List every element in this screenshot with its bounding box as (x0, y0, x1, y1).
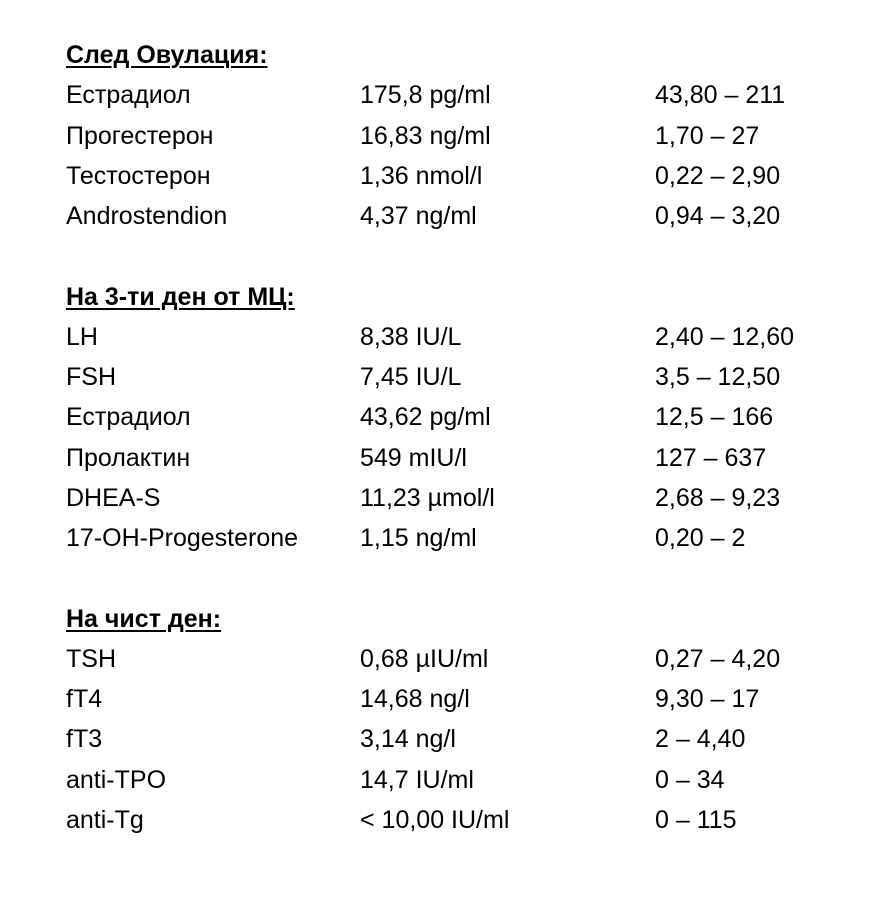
result-row (66, 800, 846, 840)
result-row (66, 116, 846, 156)
test-name: Естрадиол (66, 403, 191, 432)
test-value: 3,14 ng/l (360, 725, 456, 754)
test-name: LH (66, 322, 98, 351)
result-row (66, 478, 846, 518)
test-value: 14,68 ng/l (360, 685, 470, 713)
reference-range: 9,30 – 17 (655, 685, 760, 713)
test-value: 16,83 ng/ml (360, 121, 491, 150)
test-name: fT3 (66, 725, 103, 754)
test-value: 8,38 IU/L (360, 322, 462, 351)
result-row (66, 438, 846, 478)
test-name: FSH (66, 363, 116, 391)
test-value: < 10,00 IU/ml (360, 805, 510, 834)
test-name: TSH (66, 644, 116, 673)
reference-range: 12,5 – 166 (655, 403, 774, 432)
reference-range: 1,70 – 27 (655, 121, 760, 150)
test-name: anti-Tg (66, 805, 144, 834)
reference-range: 43,80 – 211 (655, 81, 786, 110)
reference-range: 0,27 – 4,20 (655, 644, 781, 673)
test-value: 4,37 ng/ml (360, 202, 477, 230)
test-name: anti-TPO (66, 765, 167, 794)
test-name: Прогестерон (66, 121, 214, 150)
result-row (66, 75, 846, 115)
result-row (66, 679, 846, 719)
result-row (66, 760, 846, 800)
reference-range: 0 – 115 (655, 805, 737, 834)
reference-range: 0,22 – 2,90 (655, 161, 781, 190)
result-row (66, 518, 846, 558)
test-value: 11,23 µmol/l (360, 483, 495, 512)
test-value: 43,62 pg/ml (360, 403, 491, 432)
test-name: 17-OH-Progesterone (66, 524, 299, 552)
reference-range: 3,5 – 12,50 (655, 363, 781, 391)
test-value: 175,8 pg/ml (360, 81, 491, 110)
reference-range: 2,40 – 12,60 (655, 322, 795, 351)
test-name: Пролактин (66, 443, 191, 472)
result-row (66, 397, 846, 437)
section-heading: След Овулация: (66, 41, 268, 69)
test-name: fT4 (66, 685, 103, 713)
test-name: DHEA-S (66, 483, 161, 512)
test-value: 14,7 IU/ml (360, 765, 474, 794)
reference-range: 2 – 4,40 (655, 725, 746, 754)
lab-results-document (66, 35, 846, 840)
test-value: 1,36 nmol/l (360, 161, 483, 190)
reference-range: 127 – 637 (655, 443, 767, 472)
section-heading: На 3-ти ден от МЦ: (66, 282, 295, 311)
test-value: 7,45 IU/L (360, 363, 462, 391)
section-spacer (66, 558, 846, 598)
section-spacer (66, 236, 846, 276)
reference-range: 0,94 – 3,20 (655, 202, 781, 230)
result-row (66, 719, 846, 759)
result-row (66, 357, 846, 397)
reference-range: 0,20 – 2 (655, 524, 746, 552)
reference-range: 2,68 – 9,23 (655, 483, 781, 512)
test-value: 549 mIU/l (360, 443, 467, 472)
result-row (66, 317, 846, 357)
test-value: 0,68 µIU/ml (360, 644, 489, 673)
reference-range: 0 – 34 (655, 765, 725, 794)
result-row (66, 156, 846, 196)
result-row (66, 639, 846, 679)
test-name: Тестостерон (66, 161, 211, 190)
test-name: Естрадиол (66, 81, 191, 110)
result-row (66, 196, 846, 236)
section-heading: На чист ден: (66, 604, 222, 633)
test-name: Androstendion (66, 202, 228, 230)
test-value: 1,15 ng/ml (360, 524, 477, 552)
